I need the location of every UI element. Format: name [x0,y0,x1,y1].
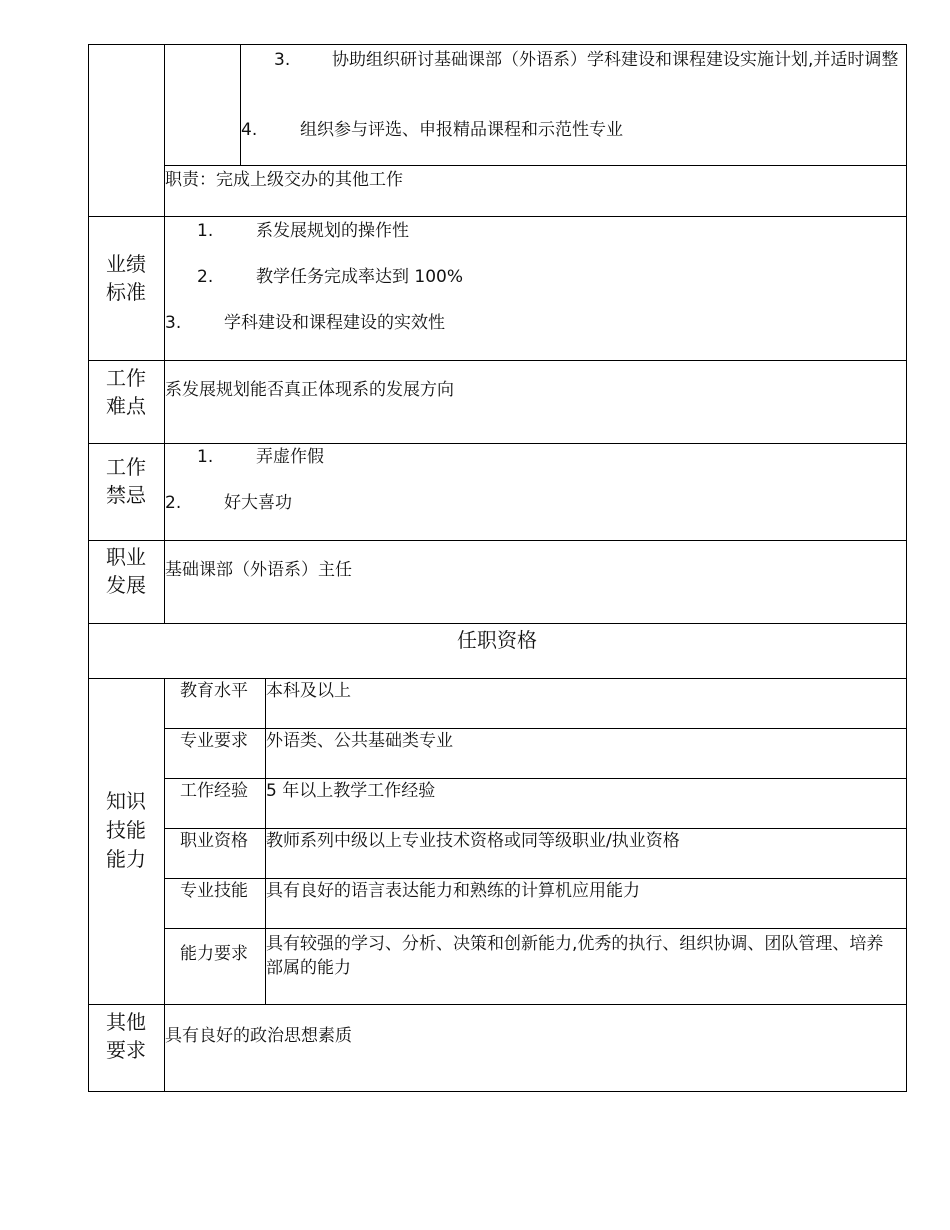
difficulty-label: 工作难点 [106,366,146,418]
row-divider [88,443,907,444]
responsibility-item [241,119,623,142]
duty-text: 职责：完成上级交办的其他工作 [165,170,403,190]
item-text: 协助组织研讨基础课部（外语系）学科建设和课程建设实施计划,并适时调整 [332,50,899,70]
table-border-right [906,44,907,1092]
qualification-title: 任职资格 [457,628,537,652]
career-text: 基础课部（外语系）主任 [165,560,352,580]
row-divider [164,165,907,166]
performance-item [197,266,463,289]
row-divider [88,623,907,624]
qual-row-divider [164,928,907,929]
table-border-top [88,44,907,45]
item-number: 2. [165,493,182,513]
table-border-left [88,44,89,1092]
table-border-bottom [88,1091,907,1092]
qualification-value: 具有良好的语言表达能力和熟练的计算机应用能力 [266,881,640,901]
other-label: 其他要求 [106,1010,146,1062]
qualification-value: 本科及以上 [266,681,351,701]
row-divider [88,360,907,361]
item-number: 2. [197,267,214,287]
qualification-value: 具有较强的学习、分析、决策和创新能力,优秀的执行、组织协调、团队管理、培养部属的能力 [266,934,884,978]
qual-row-divider [164,828,907,829]
qualification-key: 专业技能 [180,881,248,901]
qualification-key: 工作经验 [180,781,248,801]
row-divider [88,540,907,541]
item-text: 学科建设和课程建设的实效性 [224,313,445,333]
responsibility-item [274,48,900,72]
item-text: 弄虚作假 [256,447,324,467]
item-text: 组织参与评选、申报精品课程和示范性专业 [300,120,623,140]
performance-label: 业绩标准 [106,252,146,304]
continuation-inner-divider [240,44,241,165]
knowledge-skills-label: 知识技能能力 [106,789,146,871]
item-text: 好大喜功 [224,493,292,513]
item-number: 3. [274,50,291,70]
other-text: 具有良好的政治思想素质 [165,1026,352,1046]
row-divider [88,1004,907,1005]
qualification-value: 5 年以上教学工作经验 [266,781,436,801]
qual-row-divider [164,778,907,779]
qual-row-divider [164,728,907,729]
row-divider [88,216,907,217]
qualification-key: 职业资格 [180,831,248,851]
item-text: 教学任务完成率达到 100% [256,267,464,287]
item-number: 1. [197,447,214,467]
item-number: 3. [165,313,182,333]
taboo-item [165,492,292,515]
qualification-value: 教师系列中级以上专业技术资格或同等级职业/执业资格 [266,831,680,851]
difficulty-text: 系发展规划能否真正体现系的发展方向 [165,380,454,400]
item-text: 系发展规划的操作性 [256,221,409,241]
row-divider [88,678,907,679]
qual-row-divider [164,878,907,879]
performance-item [165,312,445,335]
taboo-label: 工作禁忌 [106,455,146,507]
performance-item [197,220,409,243]
qualification-key: 专业要求 [180,731,248,751]
item-number: 1. [197,221,214,241]
career-label: 职业发展 [106,545,146,597]
qualification-key: 能力要求 [180,944,248,964]
qualification-value: 外语类、公共基础类专业 [266,731,453,751]
item-number: 4. [241,120,258,140]
qualification-key: 教育水平 [180,681,248,701]
taboo-item [197,446,324,469]
